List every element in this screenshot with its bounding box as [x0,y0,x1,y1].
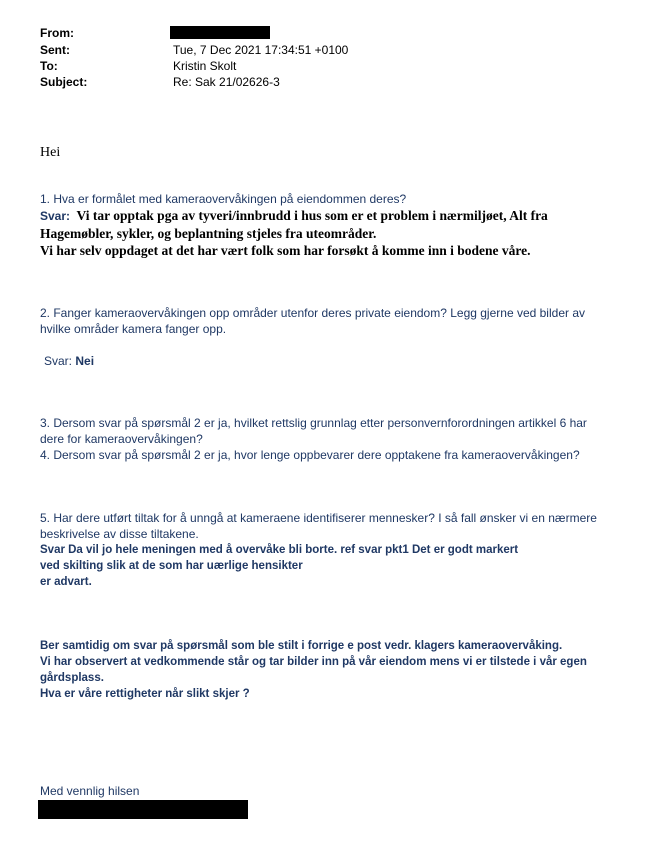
question-2-line-1: 2. Fanger kameraovervåkingen opp områder utenfor deres private eiendom? Legg gjerne ved bilder av [40,306,585,320]
question-2-line-2: hvilke områder kamera fanger opp. [40,322,227,336]
answer-2-label: Svar: [44,354,73,368]
question-1: 1. Hva er formålet med kameraovervåkingen på eiendommen deres? [40,192,407,206]
question-4: 4. Dersom svar på spørsmål 2 er ja, hvor lenge oppbevarer dere opptakene fra kameraovervåkingen? [40,448,580,462]
question-3-4-block [40,415,587,463]
answer-1-line-3: Vi har selv oppdaget at det har vært folk som har forsøkt å komme inn i bodene våre. [40,243,531,258]
extra-line-4: Hva er våre rettigheter når slikt skjer ? [40,688,250,700]
answer-1-text-1: Vi tar opptak pga av tyveri/innbrudd i hus som er et problem i nærmiljøet, Alt fra [76,208,548,223]
answer-2 [44,353,94,369]
closing: Med vennlig hilsen [40,784,140,798]
to-label: To: [40,59,58,73]
to-value: Kristin Skolt [173,59,237,73]
sent-value: Tue, 7 Dec 2021 17:34:51 +0100 [173,43,349,57]
question-3-line-1: 3. Dersom svar på spørsmål 2 er ja, hvilket rettslig grunnlag etter personvernforordningen artikkel 6 har [40,416,587,430]
answer-5-line-2: ved skilting slik at de som har uærlige hensikter [40,560,303,572]
redacted-sender [170,26,270,39]
answer-1-line-2: Hagemøbler, sykler, og beplantning stjeles fra uteområder. [40,226,377,241]
extra-line-3: gårdsplass. [40,672,104,684]
answer-2-value: Nei [75,354,95,368]
question-5-block [40,510,597,590]
question-3-line-2: dere for kameraovervåkingen? [40,432,203,446]
question-2-block [40,305,585,337]
extra-request-block [40,638,587,702]
sent-label: Sent: [40,43,70,57]
question-5-line-2: beskrivelse av disse tiltakene. [40,527,199,541]
extra-line-2: Vi har observert at vedkommende står og tar bilder inn på vår eiendom mens vi er tilstede i vår egen [40,656,587,668]
question-5-line-1: 5. Har dere utført tiltak for å unngå at kameraene identifiserer mennesker? I så fall ønsker vi en nærmere [40,511,597,525]
redacted-signature [38,800,248,819]
greeting: Hei [40,145,61,160]
subject-value: Re: Sak 21/02626-3 [173,75,280,89]
answer-5-line-3: er advart. [40,576,92,588]
question-1-block [40,191,548,259]
extra-line-1: Ber samtidig om svar på spørsmål som ble stilt i forrige e post vedr. klagers kameraovervåking. [40,640,563,652]
answer-1-label: Svar: [40,209,71,223]
from-label: From: [40,26,74,40]
answer-1-line-1 [40,207,548,225]
answer-5-line-1: Svar Da vil jo hele meningen med å overvåke bli borte. ref svar pkt1 Det er godt markert [40,544,519,556]
subject-label: Subject: [40,75,88,89]
